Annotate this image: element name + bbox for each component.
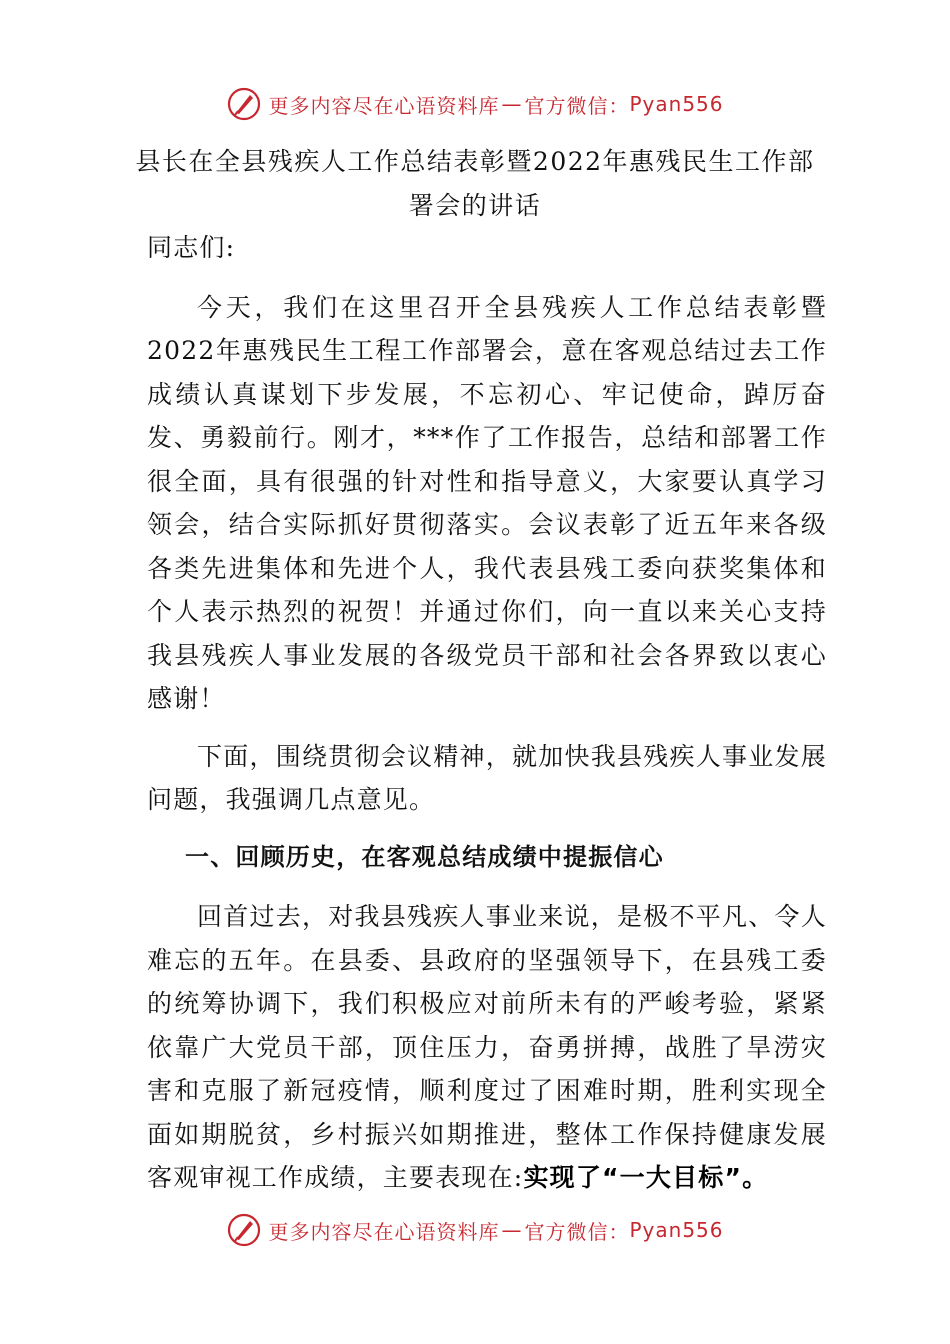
paragraph-3-emphasis: 实现了“一大目标”。: [523, 1163, 769, 1192]
paragraph-2: 下面，围绕贯彻会议精神，就加快我县残疾人事业发展问题，我强调几点意见。: [147, 741, 827, 814]
banner-text: 更多内容尽在心语资料库: [268, 1219, 500, 1244]
banner-wechat-id: Pyan556: [629, 92, 724, 116]
document-body: [147, 226, 827, 1214]
salutation: 同志们:: [147, 233, 236, 262]
banner-wechat-label: 官方微信：: [524, 1219, 630, 1244]
banner-text: 更多内容尽在心语资料库: [268, 93, 500, 118]
banner-wechat-id: Pyan556: [629, 1218, 724, 1242]
section-heading-1: 一、回顾历史，在客观总结成绩中提振信心: [185, 842, 664, 871]
banner-wechat-label: 官方微信：: [524, 93, 630, 118]
quill-logo-icon: [226, 1212, 262, 1248]
banner-dash: —: [501, 1218, 523, 1242]
watermark-banner-bottom: [0, 1210, 950, 1250]
document-title-line2: 署会的讲话: [408, 191, 542, 220]
paragraph-3-text: 回首过去，对我县残疾人事业来说，是极不平凡、令人难忘的五年。在县委、县政府的坚强领导下，在县残工委的统筹协调下，我们积极应对前所未有的严峻考验，紧紧依靠广大党员干部，顶住压力，奋勇拼搏，战胜了旱涝灾害和克服了新冠疫情，顺利度过了困难时期，胜利实现全面如期脱贫，乡村振兴如期推进，整体工作保持健康发展客观审视工作成绩，主要表现在:: [147, 902, 827, 1192]
watermark-banner-top: [0, 84, 950, 124]
paragraph-3: [147, 895, 827, 1200]
banner-dash: —: [501, 92, 523, 116]
paragraph-1: 今天，我们在这里召开全县残疾人工作总结表彰暨2022年惠残民生工程工作部署会，意在客观总结过去工作成绩认真谋划下步发展，不忘初心、牢记使命，踔厉奋发、勇毅前行。刚才，***作了工作报告，总结和部署工作很全面，具有很强的针对性和指导意义，大家要认真学习领会，结合实际抓好贯彻落实。会议表彰了近五年来各级各类先进集体和先进个人，我代表县残工委向获奖集体和个人表示热烈的祝贺！并通过你们，向一直以来关心支持我县残疾人事业发展的各级党员干部和社会各界致以衷心感谢！: [147, 292, 827, 713]
quill-logo-icon: [226, 86, 262, 122]
document-title-line1: 县长在全县残疾人工作总结表彰暨2022年惠残民生工作部: [135, 147, 815, 176]
